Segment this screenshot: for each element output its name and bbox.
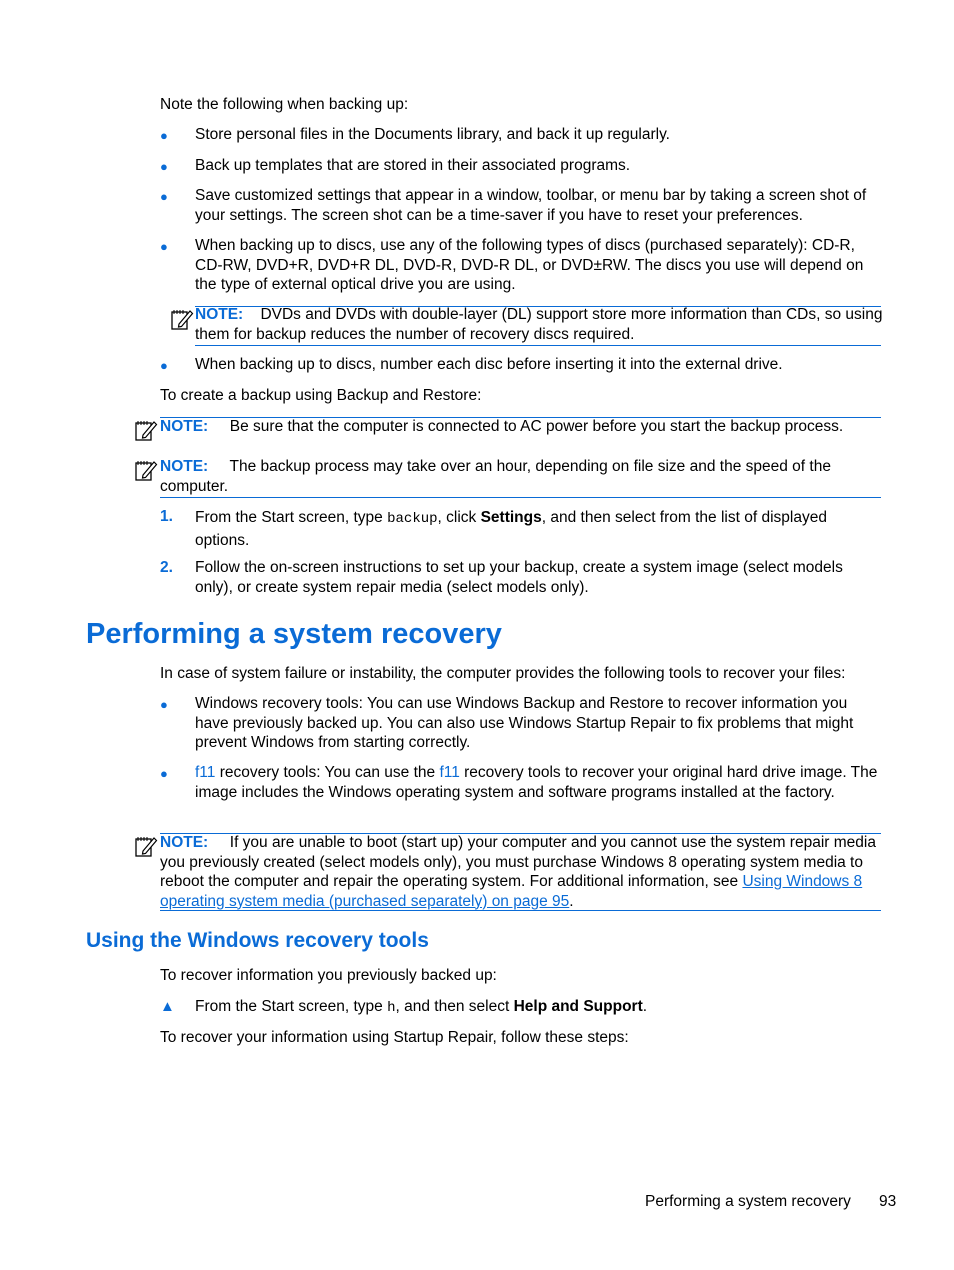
- subsection-title: Using the Windows recovery tools: [86, 929, 429, 952]
- recover-step-suffix: .: [642, 998, 648, 1015]
- note-icon: [170, 307, 194, 331]
- f11-key: f11: [195, 764, 216, 781]
- note-label: NOTE:: [160, 834, 209, 851]
- step-1-suffix: , and then select from the list of displayed options.: [195, 509, 827, 549]
- recover-step-bold: Help and Support: [513, 998, 643, 1015]
- bullet-glyph: ●: [160, 358, 168, 373]
- note-bottom-rule: [195, 345, 881, 346]
- note-bottom-rule: [160, 910, 881, 911]
- startup-repair-intro: To recover your information using Startup Repair, follow these steps:: [160, 1029, 629, 1046]
- recover-step: [195, 997, 885, 1019]
- note-bottom-rule: [160, 497, 881, 498]
- step-number: 1.: [160, 508, 173, 525]
- recover-step-prefix: From the Start screen, type: [195, 998, 388, 1015]
- recover-intro: To recover information you previously backed up:: [160, 967, 497, 984]
- f11-key: f11: [439, 764, 460, 781]
- backup-bullet-5: When backing up to discs, number each disc before inserting it into the external drive.: [195, 356, 783, 373]
- step-1-code: backup: [387, 511, 438, 527]
- note-label: NOTE:: [160, 418, 209, 435]
- note-dvd: [195, 305, 885, 344]
- bullet-glyph: ●: [160, 766, 168, 781]
- bullet-glyph: ●: [160, 189, 168, 204]
- note-boot: [160, 833, 885, 911]
- recover-step-middle: , and then select: [395, 998, 514, 1015]
- footer-page-number: 93: [879, 1193, 897, 1210]
- recovery-intro: In case of system failure or instability, the computer provides the following tools to recover your files:: [160, 665, 846, 682]
- note-label: NOTE:: [160, 458, 209, 475]
- backup-bullet-3: Save customized settings that appear in a window, toolbar, or menu bar by taking a screen shot of your settings. The screen shot can be a time-saver if you have to reset your preferences.: [195, 187, 867, 224]
- note-boot-text: If you are unable to boot (start up) your computer and you cannot use the system repair media you previously created (select models only), you must purchase Windows 8 operating system media to reboot the computer and repair the operating system. For additional information, see: [160, 834, 876, 890]
- note-hour: [160, 457, 885, 496]
- note-boot-end: .: [569, 892, 574, 910]
- footer-section: Performing a system recovery: [645, 1193, 851, 1210]
- note-icon: [134, 458, 158, 482]
- triangle-bullet-icon: ▲: [160, 998, 175, 1015]
- bullet-glyph: ●: [160, 128, 168, 143]
- recover-step-code: h: [387, 1000, 396, 1016]
- step-1-bold: Settings: [480, 509, 542, 526]
- note-label: NOTE:: [195, 306, 244, 323]
- recovery-bullet-2: [195, 763, 885, 802]
- step-1-middle: , click: [437, 509, 481, 526]
- step-1-prefix: From the Start screen, type: [195, 509, 388, 526]
- bullet-glyph: ●: [160, 159, 168, 174]
- bullet-glyph: ●: [160, 239, 168, 254]
- note-dvd-text: DVDs and DVDs with double-layer (DL) support store more information than CDs, so using them for backup reduces the number of recovery discs required.: [195, 306, 883, 343]
- step-2: Follow the on-screen instructions to set up your backup, create a system image (select models only), or create system repair media (select models only).: [195, 559, 843, 596]
- note-ac-power-text: Be sure that the computer is connected to AC power before you start the backup process.: [229, 418, 844, 435]
- backup-bullet-2: Back up templates that are stored in their associated programs.: [195, 157, 631, 174]
- recovery-bullet-2-text2: recovery tools to recover your original hard drive image. The image includes the Windows operating system and software programs installed at the factory.: [195, 764, 878, 801]
- note-icon: [134, 418, 158, 442]
- recovery-bullet-1: Windows recovery tools: You can use Windows Backup and Restore to recover information you have previously backed up. You can also use Windows Startup Repair to fix problems that might prevent Windows from starting correctly.: [195, 695, 854, 751]
- create-backup-intro: To create a backup using Backup and Restore:: [160, 387, 482, 404]
- bullet-glyph: ●: [160, 697, 168, 712]
- note-hour-text: The backup process may take over an hour, depending on file size and the speed of the computer.: [160, 458, 831, 495]
- step-1: [195, 507, 885, 551]
- section-title: Performing a system recovery: [86, 618, 502, 650]
- backup-intro: Note the following when backing up:: [160, 96, 409, 113]
- windows-8-media-link[interactable]: Using Windows 8 operating system media (purchased separately) on page 95: [160, 873, 863, 910]
- backup-bullet-4: When backing up to discs, use any of the following types of discs (purchased separately): CD-R, CD-RW, DVD+R, DVD+R DL, DVD-R, DVD-R DL, or DVD±RW. The discs you use will depend on the type of external optical drive you are using.: [195, 237, 864, 293]
- step-number: 2.: [160, 559, 173, 576]
- recovery-bullet-2-text1: recovery tools: You can use the: [215, 764, 440, 781]
- note-ac-power: [160, 417, 885, 437]
- backup-bullet-1: Store personal files in the Documents library, and back it up regularly.: [195, 126, 670, 143]
- note-icon: [134, 834, 158, 858]
